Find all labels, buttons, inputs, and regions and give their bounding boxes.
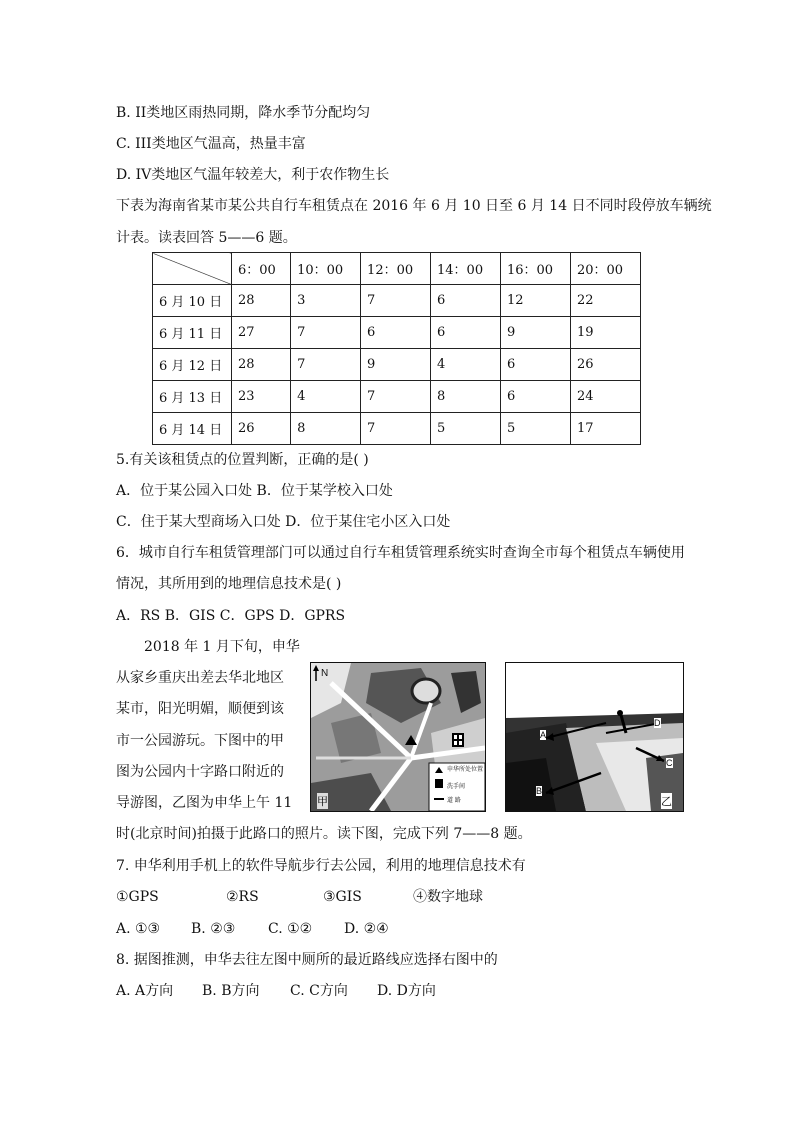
q7-option-b: B. ②③	[191, 921, 236, 937]
value-cell: 7	[361, 381, 431, 413]
date-cell: 6 月 12 日	[153, 349, 232, 381]
q5-stem: 5.有关该租赁点的位置判断，正确的是( )	[116, 452, 369, 468]
value-cell: 5	[431, 413, 501, 445]
value-cell: 7	[361, 285, 431, 317]
q5-options-line2: C．住于某大型商场入口处 D．位于某住宅小区入口处	[116, 514, 451, 530]
q5-options-line1: A．位于某公园入口处 B．位于某学校入口处	[116, 483, 393, 499]
value-cell: 9	[361, 349, 431, 381]
table-intro-line2: 计表。读表回答 5——6 题。	[116, 230, 297, 246]
passage-line3: 某市，阳光明媚，顺便到该	[116, 701, 284, 717]
q8-option-c: C. C方向	[290, 983, 348, 999]
value-cell: 7	[361, 413, 431, 445]
date-cell: 6 月 11 日	[153, 317, 232, 349]
map-figure	[310, 662, 486, 812]
value-cell: 6	[431, 317, 501, 349]
q7-option-d: D. ②④	[344, 921, 389, 937]
q8-options	[116, 982, 436, 1000]
table-row	[153, 285, 641, 317]
date-cell: 6 月 10 日	[153, 285, 232, 317]
value-cell: 24	[570, 381, 640, 413]
photo-label: 乙	[661, 795, 672, 808]
option-b: B. II类地区雨热同期，降水季节分配均匀	[116, 105, 371, 121]
q6-stem-line1: 6．城市自行车租赁管理部门可以通过自行车租赁管理系统实时查询全市每个租赁点车辆使用	[116, 545, 685, 561]
q7-option-c: C. ①②	[268, 921, 313, 937]
arrow-b-label: B	[536, 786, 543, 796]
value-cell: 28	[232, 349, 291, 381]
value-cell: 6	[431, 285, 501, 317]
date-cell: 6 月 13 日	[153, 381, 232, 413]
q7-stem: 7. 申华利用手机上的软件导航步行去公园，利用的地理信息技术有	[116, 858, 526, 874]
value-cell: 8	[431, 381, 501, 413]
intersection-photo-image	[506, 663, 683, 811]
header-cell: 16：00	[500, 253, 570, 285]
value-cell: 19	[570, 317, 640, 349]
header-cell: 14：00	[431, 253, 501, 285]
north-label: N	[321, 668, 329, 679]
map-label: 甲	[317, 795, 328, 808]
q7-item4: ④数字地球	[413, 889, 483, 905]
q8-option-b: B. B方向	[202, 983, 260, 999]
photo-figure	[505, 662, 684, 812]
value-cell: 6	[500, 349, 570, 381]
bike-rental-table	[152, 252, 641, 445]
passage-line7: 时(北京时间)拍摄于此路口的照片。读下图，完成下列 7——8 题。	[116, 826, 532, 842]
q6-stem-line2: 情况，其所用到的地理信息技术是( )	[116, 576, 342, 592]
value-cell: 27	[232, 317, 291, 349]
value-cell: 4	[291, 381, 361, 413]
value-cell: 5	[500, 413, 570, 445]
passage-line5: 图为公园内十字路口附近的	[116, 764, 284, 780]
option-d: D. IV类地区气温年较差大，利于农作物生长	[116, 167, 390, 183]
value-cell: 26	[570, 349, 640, 381]
value-cell: 23	[232, 381, 291, 413]
legend-toilet: 洗手间	[447, 783, 466, 790]
q7-item1: ①GPS	[116, 889, 159, 905]
q8-option-a: A. A方向	[116, 983, 174, 999]
passage-line2: 从家乡重庆出差去华北地区	[116, 670, 284, 686]
value-cell: 22	[570, 285, 640, 317]
q7-items	[116, 888, 483, 906]
value-cell: 3	[291, 285, 361, 317]
table-row	[153, 349, 641, 381]
arrow-a-label: A	[540, 730, 547, 740]
passage-line4: 市一公园游玩。下图中的甲	[116, 733, 284, 749]
table-row	[153, 413, 641, 445]
value-cell: 26	[232, 413, 291, 445]
q8-option-d: D. D方向	[377, 983, 436, 999]
legend-position: 申华所处位置	[447, 766, 484, 773]
q7-item2: ②RS	[226, 889, 259, 905]
header-cell: 6：00	[232, 253, 291, 285]
legend-road: 道 路	[447, 797, 461, 804]
q8-stem: 8. 据图推测，申华去往左图中厕所的最近路线应选择右图中的	[116, 952, 498, 968]
date-cell: 6 月 14 日	[153, 413, 232, 445]
table-row	[153, 317, 641, 349]
q7-options	[116, 920, 389, 938]
value-cell: 4	[431, 349, 501, 381]
header-cell: 10：00	[291, 253, 361, 285]
arrow-c-label: C	[666, 758, 673, 768]
arrow-d-label: D	[654, 718, 661, 728]
value-cell: 9	[500, 317, 570, 349]
value-cell: 8	[291, 413, 361, 445]
value-cell: 17	[570, 413, 640, 445]
option-c: C. III类地区气温高，热量丰富	[116, 136, 306, 152]
passage-line1: 2018 年 1 月下旬，申华	[144, 639, 300, 655]
header-cell: 20：00	[570, 253, 640, 285]
table-header-row	[153, 253, 641, 285]
table-corner-cell	[153, 253, 232, 285]
value-cell: 12	[500, 285, 570, 317]
value-cell: 28	[232, 285, 291, 317]
q7-item3: ③GIS	[323, 889, 362, 905]
value-cell: 7	[291, 317, 361, 349]
value-cell: 6	[500, 381, 570, 413]
header-cell: 12：00	[361, 253, 431, 285]
value-cell: 6	[361, 317, 431, 349]
passage-line6: 导游图，乙图为申华上午 11	[116, 795, 293, 811]
table-row	[153, 381, 641, 413]
value-cell: 7	[291, 349, 361, 381]
q7-option-a: A. ①③	[116, 921, 161, 937]
table-intro-line1: 下表为海南省某市某公共自行车租赁点在 2016 年 6 月 10 日至 6 月 14 日不同时段停放车辆统	[116, 198, 712, 214]
q6-options: A．RS B．GIS C．GPS D．GPRS	[116, 608, 346, 624]
